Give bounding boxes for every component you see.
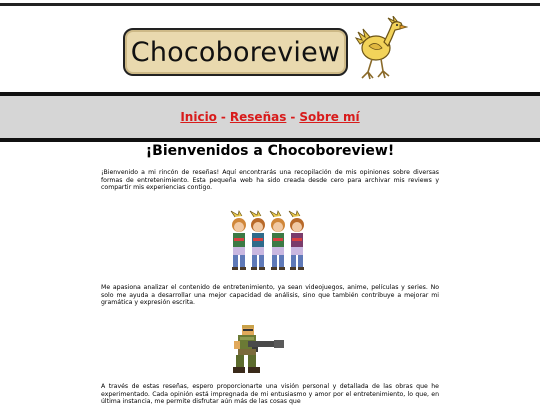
site-banner[interactable] [123, 28, 348, 76]
site-title: Chocoboreview [130, 36, 341, 68]
nav-separator: - [220, 110, 226, 124]
page-heading: ¡Bienvenidos a Chocoboreview! [145, 143, 395, 159]
main-nav [0, 92, 540, 142]
nav-separator: - [290, 110, 296, 124]
top-rule [0, 3, 540, 6]
chocobo-icon [354, 16, 408, 82]
soldier-icon [230, 323, 286, 375]
passion-paragraph: Me apasiona analizar el contenido de entretenimiento, ya sean videojuegos, anime, películas y series. No solo me ayuda a desarrollar una mejor capacidad de análisis, sino que también contribuye a mejorar mi gramática y expresión escrita. [101, 284, 439, 307]
nav-link-sobre-mi[interactable]: Sobre mí [299, 110, 360, 124]
nav-link-inicio[interactable]: Inicio [180, 110, 217, 124]
intro-paragraph: ¡Bienvenido a mi rincón de reseñas! Aquí encontrarás una recopilación de mis opiniones sobre diversas formas de entretenimiento. Esta pequeña web ha sido creada desde cero para archivar mis reviews y compartir mis experiencias contigo. [101, 169, 439, 192]
character-group-icon [229, 207, 309, 277]
nav-link-resenas[interactable]: Reseñas [229, 110, 287, 124]
reviews-paragraph: A través de estas reseñas, espero proporcionarte una visión personal y detallada de las obras que he experimentado. Cada opinión está impregnada de mi entusiasmo y amor por el entretenimiento, lo que, en última instancia, me permite disfrutar aún más de las cosas que [101, 383, 439, 406]
